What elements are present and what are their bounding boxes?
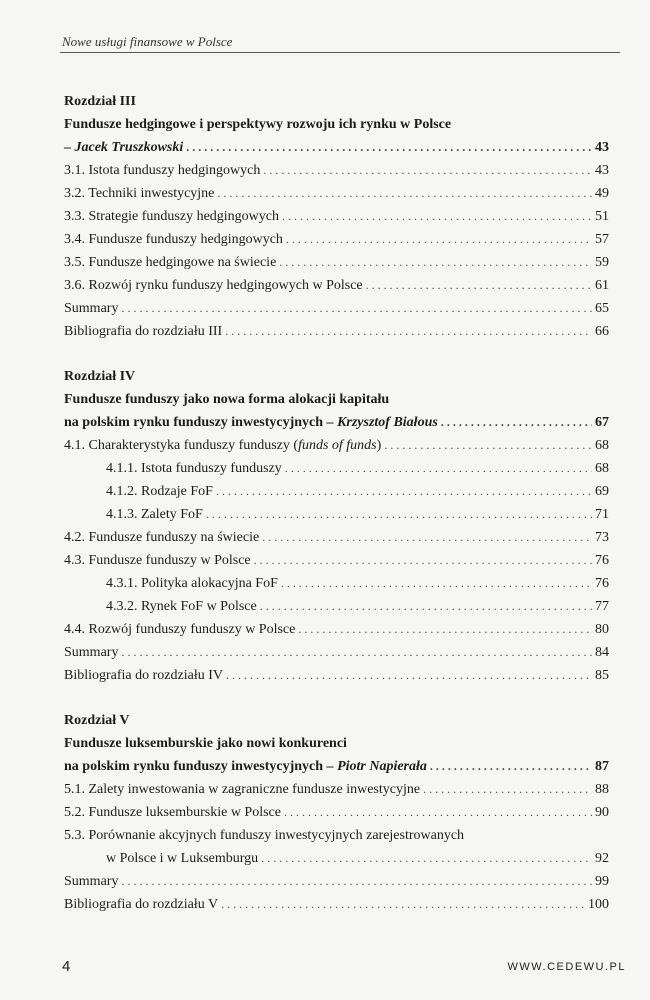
chapter-5 [64,709,609,916]
toc-entry[interactable] [64,526,609,549]
entry-label: Bibliografia do rozdziału IV [64,668,224,683]
chapter-title-line[interactable] [64,411,609,434]
entry-text-after: ) [376,438,382,453]
toc-entry[interactable] [64,457,609,480]
toc-entry[interactable] [64,205,609,228]
dot-leader [261,847,592,870]
page-number: 71 [595,507,609,522]
page-number: 59 [595,255,609,270]
dot-leader [262,526,592,549]
dot-leader [384,434,592,457]
dot-leader [279,251,592,274]
page-number: 99 [595,874,609,889]
entry-label: Bibliografia do rozdziału V [64,897,219,912]
page-number: 65 [595,301,609,316]
dot-leader [254,549,592,572]
dot-leader [216,480,592,503]
entry-label: 3.3. Strategie funduszy hedgingowych [64,209,280,224]
toc-entry[interactable] [64,801,609,824]
entry-label: 3.4. Fundusze funduszy hedgingowych [64,232,283,247]
page-number: 61 [595,278,609,293]
dot-leader [285,457,592,480]
dot-leader [263,159,592,182]
chapter-3 [64,90,609,343]
dot-leader [221,893,585,916]
entry-label: 3.5. Fundusze hedgingowe na świecie [64,255,277,270]
page-number: 57 [595,232,609,247]
dot-leader [281,572,592,595]
dot-leader [366,274,592,297]
toc-entry[interactable] [64,228,609,251]
page-number: 76 [595,553,609,568]
chapter-label: Rozdział III [64,94,136,109]
chapter-title-line[interactable] [64,755,609,778]
header-rule [60,52,620,53]
dot-leader [226,664,592,687]
toc-entry[interactable] [64,664,609,687]
chapter-author: Jacek Truszkowski [74,140,184,155]
entry-label: Summary [64,301,119,316]
page-number: 84 [595,645,609,660]
entry-label: 4.1.2. Rodzaje FoF [106,484,213,499]
chapter-4 [64,365,609,687]
toc-entry[interactable] [64,480,609,503]
toc-entry[interactable] [64,503,609,526]
entry-label: 3.1. Istota funduszy hedgingowych [64,163,261,178]
dot-leader [121,297,592,320]
toc-entry[interactable] [64,572,609,595]
toc-entry[interactable] [64,434,609,457]
page-number: 77 [595,599,609,614]
page-number: 92 [595,851,609,866]
dot-leader [260,595,592,618]
toc-entry[interactable] [64,182,609,205]
chapter-title: Fundusze funduszy jako nowa forma alokacji kapitału [64,392,390,407]
title-end: na polskim rynku funduszy inwestycyjnych – [64,759,338,774]
toc-entry[interactable] [64,778,609,801]
entry-label: Summary [64,645,119,660]
chapter-label: Rozdział IV [64,369,136,384]
publisher-website[interactable]: WWW.CEDEWU.PL [507,961,626,973]
toc-entry[interactable] [64,847,609,870]
page-number: 100 [588,897,609,912]
entry-label: 5.1. Zalety inwestowania w zagraniczne fundusze inwestycyjne [64,782,421,797]
toc-entry[interactable] [64,549,609,572]
page-number: 88 [595,782,609,797]
title-dash: – [64,140,75,155]
chapter-title-line[interactable] [64,136,609,159]
entry-label: 4.3. Fundusze funduszy w Polsce [64,553,251,568]
page-number: 68 [595,461,609,476]
toc-entry[interactable] [64,320,609,343]
chapter-label: Rozdział V [64,713,130,728]
toc-entry[interactable] [64,595,609,618]
toc-entry-first-line[interactable]: 5.3. Porównanie akcyjnych funduszy inwestycyjnych zarejestrowanych [64,828,465,843]
dot-leader [430,755,592,778]
dot-leader [441,411,592,434]
page-number: 49 [595,186,609,201]
toc-entry[interactable] [64,870,609,893]
page-number-footer: 4 [62,958,71,975]
toc-entry[interactable] [64,297,609,320]
page-number: 43 [595,163,609,178]
page-number: 68 [595,438,609,453]
toc-entry[interactable] [64,159,609,182]
entry-label: 4.1.3. Zalety FoF [106,507,203,522]
dot-leader [286,228,592,251]
entry-label: 4.4. Rozwój funduszy funduszy w Polsce [64,622,296,637]
toc-entry[interactable] [64,641,609,664]
dot-leader [121,641,592,664]
dot-leader [423,778,592,801]
running-head: Nowe usługi finansowe w Polsce [62,34,233,49]
entry-label: 3.6. Rozwój rynku funduszy hedgingowych w Polsce [64,278,363,293]
entry-label: 4.3.2. Rynek FoF w Polsce [106,599,257,614]
entry-label: 3.2. Techniki inwestycyjne [64,186,215,201]
table-of-contents [64,90,609,938]
page-number: 87 [595,759,609,774]
dot-leader [298,618,592,641]
chapter-title: Fundusze hedgingowe i perspektywy rozwoju ich rynku w Polsce [64,117,452,132]
dot-leader [206,503,592,526]
entry-label: 4.3.1. Polityka alokacyjna FoF [106,576,278,591]
page-number: 85 [595,668,609,683]
page-number: 73 [595,530,609,545]
title-end: na polskim rynku funduszy inwestycyjnych – [64,415,338,430]
chapter-title: Fundusze luksemburskie jako nowi konkurenci [64,736,347,751]
toc-entry[interactable] [64,893,609,916]
page-number: 67 [595,415,609,430]
dot-leader [225,320,592,343]
chapter-author: Krzysztof Białous [337,415,438,430]
entry-label: 4.1.1. Istota funduszy funduszy [106,461,282,476]
page-number: 76 [595,576,609,591]
entry-label: Bibliografia do rozdziału III [64,324,223,339]
page-number: 51 [595,209,609,224]
page-number: 43 [595,140,609,155]
page-number: 90 [595,805,609,820]
toc-entry[interactable] [64,251,609,274]
dot-leader [284,801,592,824]
toc-entry[interactable] [64,274,609,297]
page-number: 66 [595,324,609,339]
entry-label: 5.2. Fundusze luksemburskie w Polsce [64,805,281,820]
dot-leader [217,182,592,205]
entry-label: 4.2. Fundusze funduszy na świecie [64,530,260,545]
page-number: 80 [595,622,609,637]
entry-label [64,434,381,457]
page-number: 69 [595,484,609,499]
entry-label: w Polsce i w Luksemburgu [106,851,259,866]
entry-text: 4.1. Charakterystyka funduszy funduszy ( [64,438,299,453]
toc-entry[interactable] [64,618,609,641]
entry-label: Summary [64,874,119,889]
chapter-author: Piotr Napierała [337,759,427,774]
dot-leader [186,136,592,159]
entry-italic: funds of funds [298,438,377,453]
dot-leader [121,870,592,893]
dot-leader [282,205,592,228]
